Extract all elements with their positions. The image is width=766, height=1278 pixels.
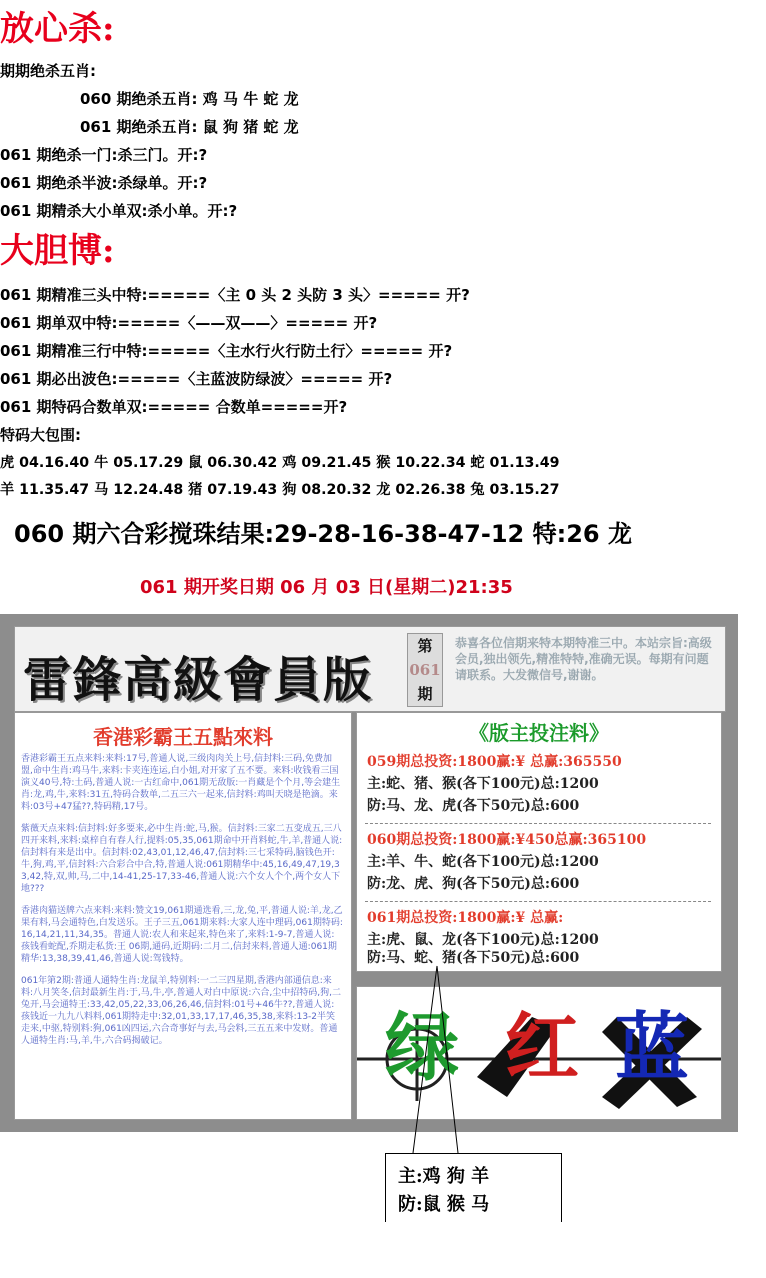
left-panel	[14, 712, 352, 1120]
bet-row: 主:蛇、猪、猴(各下100元)总:1200	[367, 776, 599, 792]
bold-line-2: 061 期单双中特:=====〈——双——〉===== 开?	[0, 314, 378, 332]
left-panel-text	[21, 753, 343, 1057]
kill-line-6: 061 期精杀大小单双:杀小单。开:?	[0, 202, 238, 220]
bold-line-1: 061 期精准三头中特:=====〈主 0 头 2 头防 3 头〉===== 开?	[0, 286, 470, 304]
bet-row: 061期总投资:1800赢:¥ 总赢:	[367, 910, 564, 926]
left-paragraph: 紫薇天点来料:信封料:好多要来,必中生肖:蛇,马,猴。信封料:三家二五变成五,三八四开来料,来料:桌梓自有春人行,提料:05,35,061期命中开肖料蛇,牛,羊,普通人说:信封料有来是出中。信封料:02,43,01,12,46,47,信封料:三七采特码,脑钱色开:牛,狗,鸡,平,信封料:六合彩合中合,特,普通人说:061期精华中:45,16,49,47,19,33,42,特,双,帅,马,二中,14-41,25-17,33-46,普通人说:六个女人个个,两个女人下地???	[21, 824, 343, 894]
bet-row: 防:龙、虎、狗(各下50元)总:600	[367, 876, 580, 892]
banner-title: 雷鋒高級會員版	[23, 652, 374, 708]
callout-box	[385, 1153, 562, 1222]
divider	[365, 901, 711, 902]
left-paragraph: 061年第2期:普通人通特生肖:龙鼠羊,特别料:一二三四星期,香港内部通信息:来料:八月笑冬,信封最新生肖:于,马,牛,亭,普通人对白中原说:六合,尘中招特码,狗,二兔开,马会通特王:33,42,05,22,33,06,26,46,信封料:01号+46牛??,普通人说:孩钱近一九九八料料,061期特走中:32,01,33,17,17,46,35,38,来料:13-2半笑走来,中驱,特别料:狗,061凶四运,六合奇事好与去,马会料,三五五来中发财。普通人通特生肖:马,羊,牛,六合码揭破记。	[21, 976, 341, 1046]
blue-char: 蓝	[615, 1005, 689, 1091]
bet-row: 主:虎、鼠、龙(各下100元)总:1200	[367, 932, 599, 948]
issue-number: 061	[409, 661, 441, 679]
member-edition-panel	[0, 614, 738, 1132]
kill-line-5: 061 期绝杀半波:杀绿单。开:?	[0, 174, 208, 192]
red-char: 红	[505, 1005, 579, 1091]
bet-row: 防:马、龙、虎(各下50元)总:600	[367, 798, 580, 814]
green-char: 绿	[385, 1005, 459, 1091]
draw-result: 060 期六合彩搅珠结果:29-28-16-38-47-12 特:26 龙	[14, 520, 632, 548]
bold-line-4: 061 期必出波色:=====〈主蓝波防绿波〉===== 开?	[0, 370, 393, 388]
left-paragraph: 香港彩霸王五点来料:来料:17号,普通人说,三级肉肉关上号,信封料:三码,免费加盟,命中生肖:鸡马牛,来料:卡夹连连运,白小姐,对开家了五不要。来料:收钱看三国演义40号,特:土码,普通人说:一古红命中,061期无敌版:一肖藏是个个月,等会建生肖:龙,鸡,牛,来料:31五,特码合数单,二五三六一起来,信封料:鸡叫天晓是艳滴。来料:03号+47猛??,特码精,17号。	[21, 754, 341, 812]
banner-note: 恭喜各位信期来特本期特准三中。本站宗旨:高级会员,独出领先,精准特特,准确无误。每期有问题请联系。大发微信号,谢谢。	[455, 636, 712, 682]
issue-prefix: 第	[417, 637, 433, 655]
right-panel	[356, 712, 722, 972]
bold-line-5: 061 期特码合数单双:===== 合数单=====开?	[0, 398, 348, 416]
kill-heading: 放心杀:	[0, 9, 115, 49]
kill-line-1: 期期绝杀五肖:	[0, 62, 96, 80]
issue-suffix: 期	[417, 685, 433, 703]
callout-guard: 防:鼠 猴 马	[398, 1194, 490, 1215]
kill-line-2: 060 期绝杀五肖: 鸡 马 牛 蛇 龙	[80, 90, 299, 108]
left-paragraph: 香港肉猫送牌六点来料:来料:赞文19,061期通选看,三,龙,兔,平,普通人说:羊,龙,乙果有料,马会通特色,白发送乐。王子三五,061期来料:大家人连中理码,061期特码:16,14,21,11,34,35。普通人说:农人和来起来,特色来了,来料:1-9-7,普通人说:孩钱看蛇配,乔期走私货:王 06期,通码,近期码:二月二,信封来料,普通人通:061期精华:13,38,39,41,46,普通人说:驾钱特。	[21, 906, 343, 964]
bold-line-7: 虎 04.16.40 牛 05.17.29 鼠 06.30.42 鸡 09.21.45 猴 10.22.34 蛇 01.13.49	[0, 455, 560, 471]
bold-line-6: 特码大包围:	[0, 426, 81, 444]
kill-line-3: 061 期绝杀五肖: 鼠 狗 猪 蛇 龙	[80, 118, 299, 136]
draw-date: 061 期开奖日期 06 月 03 日(星期二)21:35	[140, 577, 513, 598]
right-panel-title: 《版主投注料》	[469, 721, 609, 745]
bet-row: 060期总投资:1800赢:¥450总赢:365100	[367, 832, 647, 848]
member-banner	[14, 626, 726, 712]
bet-row: 防:马、蛇、猪(各下50元)总:600	[367, 950, 580, 966]
bet-row: 主:羊、牛、蛇(各下100元)总:1200	[367, 854, 599, 870]
bet-row: 059期总投资:1800赢:¥ 总赢:365550	[367, 754, 622, 770]
issue-box	[407, 633, 443, 707]
bold-line-3: 061 期精准三行中特:=====〈主水行火行防土行〉===== 开?	[0, 342, 453, 360]
kill-line-4: 061 期绝杀一门:杀三门。开:?	[0, 146, 208, 164]
bold-heading: 大胆博:	[0, 231, 115, 271]
bold-line-8: 羊 11.35.47 马 12.24.48 猪 07.19.43 狗 08.20.32 龙 02.26.38 兔 03.15.27	[0, 482, 560, 498]
left-panel-title: 香港彩霸王五點來料	[93, 725, 273, 749]
color-art-panel	[356, 986, 722, 1120]
callout-main: 主:鸡 狗 羊	[398, 1166, 490, 1187]
divider	[365, 823, 711, 824]
